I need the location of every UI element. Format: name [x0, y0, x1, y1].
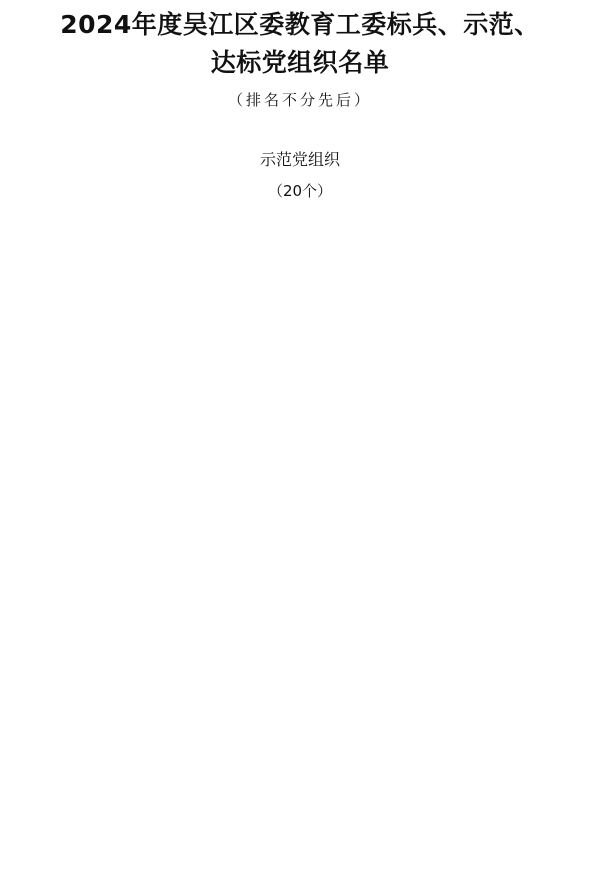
organization-item	[0, 241, 600, 274]
organization-list	[0, 208, 600, 868]
organization-item	[0, 505, 600, 538]
organization-item	[0, 835, 600, 868]
title-line-1: 2024年度吴江区委教育工委标兵、示范、	[60, 10, 540, 39]
organization-item	[0, 670, 600, 703]
organization-item-highlighted	[0, 736, 600, 769]
organization-item	[0, 769, 600, 802]
document-subtitle: （排名不分先后）	[227, 91, 372, 109]
section-heading: 示范党组织	[259, 150, 340, 169]
title-line-2: 达标党组织名单	[210, 48, 390, 77]
organization-item	[0, 340, 600, 373]
organization-item	[0, 274, 600, 307]
organization-item	[0, 604, 600, 637]
organization-item	[0, 703, 600, 736]
organization-item	[0, 571, 600, 604]
organization-item	[0, 406, 600, 439]
organization-item	[0, 373, 600, 406]
organization-item	[0, 307, 600, 340]
organization-item	[0, 439, 600, 472]
section-count: （20个）	[267, 182, 333, 200]
organization-item	[0, 208, 600, 241]
organization-item	[0, 472, 600, 505]
organization-item	[0, 538, 600, 571]
organization-item	[0, 802, 600, 835]
organization-item	[0, 637, 600, 670]
document-title	[0, 0, 600, 82]
